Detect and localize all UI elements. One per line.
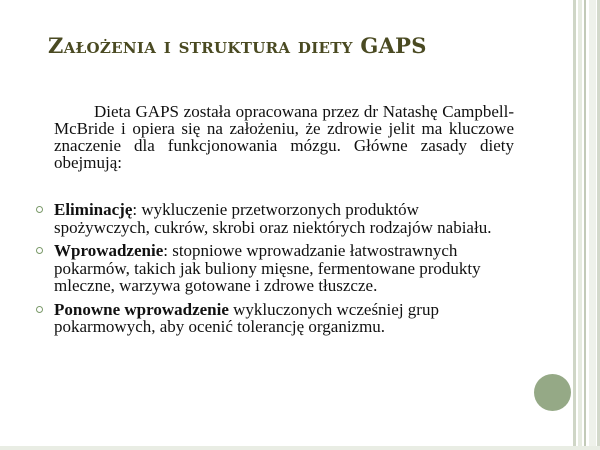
side-stripe [584, 0, 586, 450]
bullet-text: wykluczonych wcześniej grup pokarmowych, aby ocenić tolerancję organizmu. [54, 299, 439, 336]
bullet-item-reintroduction [36, 301, 516, 336]
decorative-circle-icon [534, 374, 571, 411]
bullet-item-elimination [36, 201, 516, 236]
side-stripe [573, 0, 576, 450]
bullet-term: Wprowadzenie [54, 241, 164, 260]
bullet-list [36, 201, 516, 342]
bullet-item-introduction [36, 242, 516, 295]
bottom-rule [0, 446, 600, 450]
bullet-term: Ponowne wprowadzenie [54, 299, 229, 319]
side-stripe [578, 0, 582, 450]
bullet-text: : wykluczenie przetworzonych produktów spożywczych, cukrów, skrobi oraz niektórych rodzajów nabiału. [54, 200, 492, 237]
hollow-circle-bullet-icon [36, 247, 43, 254]
bullet-text: : stopniowe wprowadzanie łatwostrawnych pokarmów, takich jak buliony mięsne, fermentowane produkty mleczne, warzywa gotowane i zdrowe tłuszcze. [54, 241, 481, 295]
side-stripe [589, 0, 596, 450]
intro-paragraph: Dieta GAPS została opracowana przez dr Natashę Campbell-McBride i opiera się na założeniu, że zdrowie jelit ma kluczowe znaczenie dla funkcjonowania mózgu. Główne zasady diety obejmują: [54, 102, 514, 172]
slide-title: Założenia i struktura diety GAPS [48, 33, 427, 58]
hollow-circle-bullet-icon [36, 306, 43, 313]
bullet-term: Eliminację [54, 200, 133, 219]
hollow-circle-bullet-icon [36, 206, 43, 213]
